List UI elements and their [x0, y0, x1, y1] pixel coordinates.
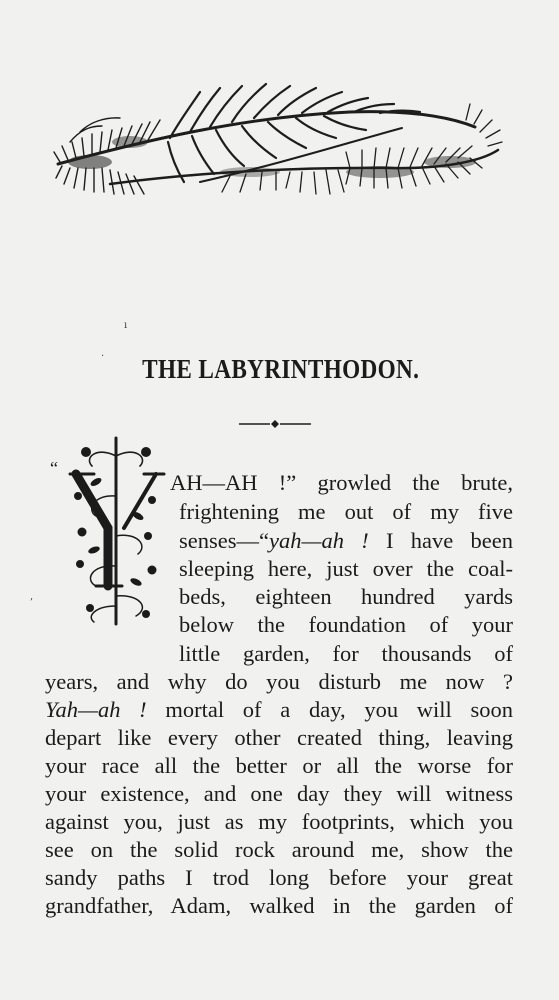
opening-quote-mark: “ [50, 458, 58, 478]
chapter-title: THE LABYRINTHODON. [142, 354, 420, 385]
body-line: your race all the better or all the worse for [45, 753, 513, 778]
text-run: I have been [368, 528, 513, 553]
body-line: depart like every other created thing, leaving [45, 725, 513, 750]
body-line: frightening me out of my five [179, 499, 513, 524]
body-line: your existence, and one day they will witness [45, 781, 513, 806]
floral-initial-icon [66, 436, 166, 626]
body-line: against you, just as my footprints, which you [45, 809, 513, 834]
body-line: little garden, for thousands of [179, 641, 513, 666]
fern-spray-icon [50, 72, 505, 204]
body-line [45, 699, 513, 725]
body-line: see on the solid rock around me, show the [45, 837, 513, 862]
text-run: senses—“ [179, 528, 269, 553]
italic-run: yah—ah ! [268, 528, 369, 553]
body-line: years, and why do you disturb me now ? [45, 669, 513, 694]
stray-ink-mark: , [30, 591, 34, 602]
body-line: beds, eighteen hundred yards [179, 584, 513, 609]
body-line [179, 530, 513, 556]
text-run: mortal of a day, you will soon [146, 697, 513, 722]
stray-ink-mark: · [101, 351, 105, 362]
stray-ink-mark: ı [124, 320, 128, 331]
body-line: sandy paths I trod long before your great [45, 865, 513, 890]
body-line: sleeping here, just over the coal- [179, 556, 513, 581]
italic-run: Yah—ah ! [45, 697, 147, 722]
body-line: grandfather, Adam, walked in the garden of [45, 893, 513, 918]
body-line: AH—AH !” growled the brute, [170, 470, 513, 495]
body-line: below the foundation of your [179, 612, 513, 637]
dash-diamond-rule-icon [239, 420, 311, 428]
